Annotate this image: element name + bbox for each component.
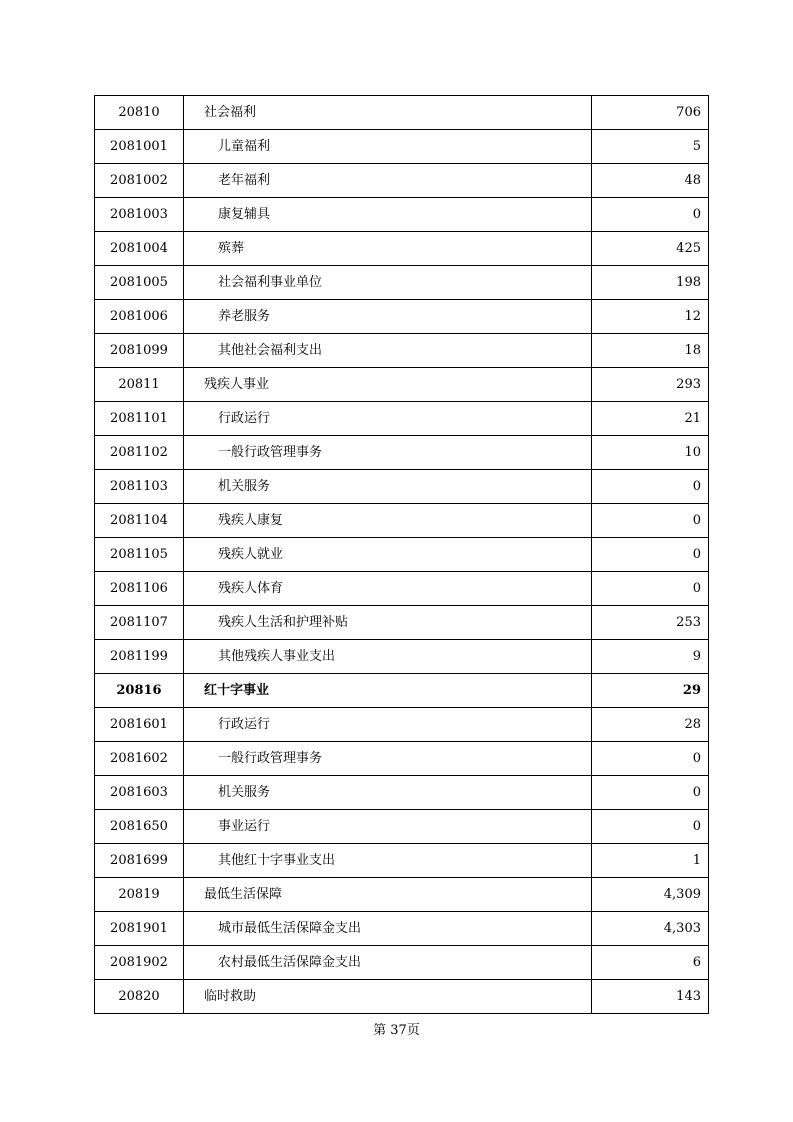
table-row (95, 470, 709, 504)
table-row (95, 266, 709, 300)
amount-cell: 425 (592, 232, 709, 266)
subject-name-cell: 殡葬 (184, 232, 592, 266)
subject-name-cell: 老年福利 (184, 164, 592, 198)
subject-name-cell: 城市最低生活保障金支出 (184, 912, 592, 946)
subject-name-cell: 其他残疾人事业支出 (184, 640, 592, 674)
table-row (95, 402, 709, 436)
subject-code-cell: 20819 (95, 878, 184, 912)
subject-code-cell: 2081006 (95, 300, 184, 334)
table-row (95, 504, 709, 538)
subject-name-cell: 康复辅具 (184, 198, 592, 232)
amount-cell: 0 (592, 742, 709, 776)
page-number: 第 37页 (373, 1023, 420, 1038)
table-row (95, 436, 709, 470)
table-row (95, 878, 709, 912)
subject-code-cell: 2081902 (95, 946, 184, 980)
subject-name-cell: 农村最低生活保障金支出 (184, 946, 592, 980)
subject-code-cell: 2081101 (95, 402, 184, 436)
budget-expenditure-table (94, 95, 709, 1014)
amount-cell: 0 (592, 470, 709, 504)
table-row (95, 912, 709, 946)
subject-name-cell: 临时救助 (184, 980, 592, 1014)
amount-cell: 0 (592, 572, 709, 606)
subject-name-cell: 残疾人康复 (184, 504, 592, 538)
amount-cell: 28 (592, 708, 709, 742)
amount-cell: 21 (592, 402, 709, 436)
subject-code-cell: 2081602 (95, 742, 184, 776)
table-row (95, 776, 709, 810)
subject-code-cell: 2081699 (95, 844, 184, 878)
subject-name-cell: 最低生活保障 (184, 878, 592, 912)
table-row (95, 300, 709, 334)
subject-code-cell: 2081901 (95, 912, 184, 946)
subject-name-cell: 红十字事业 (184, 674, 592, 708)
amount-cell: 253 (592, 606, 709, 640)
subject-code-cell: 2081603 (95, 776, 184, 810)
subject-code-cell: 2081002 (95, 164, 184, 198)
table-row (95, 708, 709, 742)
subject-name-cell: 残疾人体育 (184, 572, 592, 606)
amount-cell: 0 (592, 810, 709, 844)
subject-name-cell: 社会福利事业单位 (184, 266, 592, 300)
subject-name-cell: 机关服务 (184, 470, 592, 504)
subject-name-cell: 养老服务 (184, 300, 592, 334)
amount-cell: 198 (592, 266, 709, 300)
amount-cell: 143 (592, 980, 709, 1014)
table-row (95, 606, 709, 640)
subject-name-cell: 残疾人事业 (184, 368, 592, 402)
subject-name-cell: 一般行政管理事务 (184, 742, 592, 776)
table-row (95, 130, 709, 164)
subject-code-cell: 2081107 (95, 606, 184, 640)
table-row (95, 164, 709, 198)
amount-cell: 29 (592, 674, 709, 708)
subject-name-cell: 事业运行 (184, 810, 592, 844)
amount-cell: 48 (592, 164, 709, 198)
amount-cell: 4,309 (592, 878, 709, 912)
table-row (95, 810, 709, 844)
subject-code-cell: 2081601 (95, 708, 184, 742)
table-row (95, 198, 709, 232)
amount-cell: 293 (592, 368, 709, 402)
subject-code-cell: 20820 (95, 980, 184, 1014)
amount-cell: 0 (592, 538, 709, 572)
subject-code-cell: 2081001 (95, 130, 184, 164)
amount-cell: 0 (592, 776, 709, 810)
subject-name-cell: 一般行政管理事务 (184, 436, 592, 470)
subject-code-cell: 20810 (95, 96, 184, 130)
amount-cell: 5 (592, 130, 709, 164)
subject-name-cell: 机关服务 (184, 776, 592, 810)
table-row (95, 368, 709, 402)
subject-code-cell: 2081105 (95, 538, 184, 572)
subject-code-cell: 2081103 (95, 470, 184, 504)
amount-cell: 18 (592, 334, 709, 368)
subject-name-cell: 儿童福利 (184, 130, 592, 164)
table-body (95, 96, 709, 1014)
table-row (95, 334, 709, 368)
subject-code-cell: 2081650 (95, 810, 184, 844)
amount-cell: 12 (592, 300, 709, 334)
amount-cell: 9 (592, 640, 709, 674)
amount-cell: 4,303 (592, 912, 709, 946)
subject-name-cell: 其他红十字事业支出 (184, 844, 592, 878)
subject-code-cell: 2081102 (95, 436, 184, 470)
subject-code-cell: 2081104 (95, 504, 184, 538)
table-row (95, 640, 709, 674)
amount-cell: 10 (592, 436, 709, 470)
table-row (95, 844, 709, 878)
subject-code-cell: 20811 (95, 368, 184, 402)
subject-code-cell: 20816 (95, 674, 184, 708)
subject-code-cell: 2081199 (95, 640, 184, 674)
amount-cell: 0 (592, 198, 709, 232)
subject-code-cell: 2081106 (95, 572, 184, 606)
subject-code-cell: 2081099 (95, 334, 184, 368)
table-row (95, 538, 709, 572)
table-row (95, 232, 709, 266)
table-row (95, 980, 709, 1014)
subject-name-cell: 行政运行 (184, 708, 592, 742)
amount-cell: 1 (592, 844, 709, 878)
subject-name-cell: 残疾人生活和护理补贴 (184, 606, 592, 640)
table-row (95, 96, 709, 130)
subject-name-cell: 行政运行 (184, 402, 592, 436)
subject-name-cell: 残疾人就业 (184, 538, 592, 572)
amount-cell: 706 (592, 96, 709, 130)
subject-name-cell: 其他社会福利支出 (184, 334, 592, 368)
subject-code-cell: 2081004 (95, 232, 184, 266)
amount-cell: 0 (592, 504, 709, 538)
table-row (95, 674, 709, 708)
subject-code-cell: 2081003 (95, 198, 184, 232)
subject-code-cell: 2081005 (95, 266, 184, 300)
table-row (95, 572, 709, 606)
table-row (95, 742, 709, 776)
table-row (95, 946, 709, 980)
subject-name-cell: 社会福利 (184, 96, 592, 130)
amount-cell: 6 (592, 946, 709, 980)
